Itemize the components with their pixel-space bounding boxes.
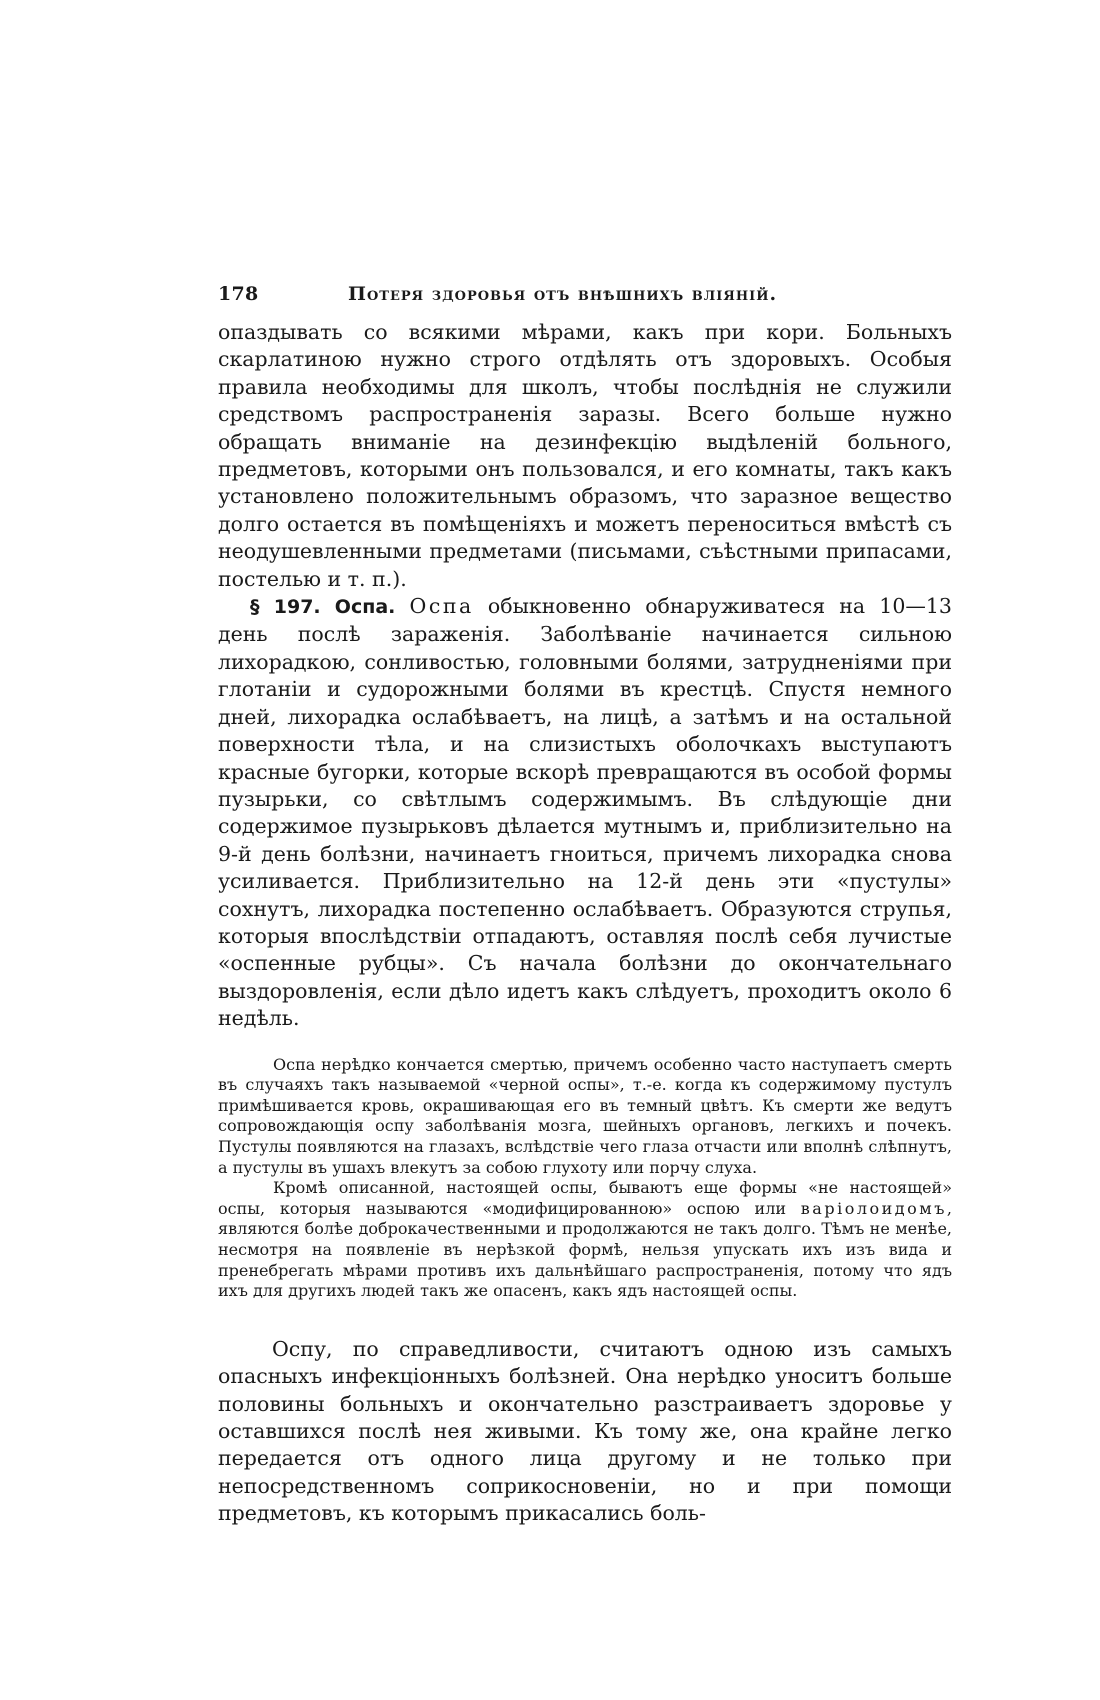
- paragraph-dangerous-disease: Оспу, по справедливости, считаютъ одною изъ самыхъ опасныхъ инфекціонныхъ болѣзней. Она нерѣдко уноситъ больше половины больныхъ и окончательно разстраиваетъ здоровье у оставшихся послѣ нея живыми. Къ тому же, она крайне легко передается отъ одного лица другому и не только при непосредственномъ соприкосновеніи, но и при помощи предметовъ, къ которымъ прикасались боль-: [218, 1336, 952, 1526]
- section-number: § 197.: [250, 596, 321, 619]
- small-print-paragraph-1: Оспа нерѣдко кончается смертью, причемъ особенно часто наступаетъ смерть въ случаяхъ такъ называемой «черной оспы», т.-е. когда къ содержимому пустулъ примѣшивается кровь, окрашивающая его въ темный цвѣтъ. Къ смерти же ведутъ сопровождающія оспу заболѣванія мозга, шейныхъ органовъ, легкихъ и почекъ. Пустулы появляются на глазахъ, вслѣдствіе чего глаза отчасти или вполнѣ слѣпнутъ, а пустулы въ ушахъ влекутъ за собою глухоту или порчу слуха.: [218, 1054, 952, 1177]
- small-print-block: [218, 1055, 952, 1302]
- page-number: 178: [218, 283, 259, 305]
- continuation-text: [218, 1336, 952, 1528]
- running-header: [218, 283, 952, 305]
- spaced-term: Оспа: [409, 594, 474, 619]
- paragraph-scarlet-fever: опаздывать со всякими мѣрами, какъ при кори. Больныхъ скарлатиною нужно строго отдѣлять отъ здоровыхъ. Особыя правила необходимы для школъ, чтобы послѣднія не служили средствомъ распространенія заразы. Всего больше нужно обращать вниманіе на дезинфекцію выдѣленій больного, предметовъ, которыми онъ пользовался, и его комнаты, такъ какъ установлено положительнымъ образомъ, что заразное вещество долго остается въ помѣщеніяхъ и можетъ переноситься вмѣстѣ съ неодушевленными предметами (письмами, съѣстными припасами, постелью и т. п.).: [218, 320, 952, 591]
- paragraph-smallpox-text: обыкновенно обнаруживатеся на 10—13 день послѣ зараженія. Заболѣваніе начинается сильною лихорадкою, сонливостью, головными болями, затрудненіями при глотаніи и судорожными болями въ крестцѣ. Спустя немного дней, лихорадка ослабѣваетъ, на лицѣ, а затѣмъ и на остальной поверхности тѣла, и на слизистыхъ оболочкахъ выступаютъ красные бугорки, которые вскорѣ превращаются въ особой формы пузырьки, со свѣтлымъ содержимымъ. Въ слѣдующіе дни содержимое пузырьковъ дѣлается мутнымъ и, приблизительно на 9-й день болѣзни, начинаетъ гноиться, причемъ лихорадка снова усиливается. Приблизительно на 12-й день эти «пустулы» сохнутъ, лихорадка постепенно ослабѣваетъ. Образуются струпья, которыя впослѣдствіи отпадаютъ, оставляя послѣ себя лучистые «оспенные рубцы». Съ начала болѣзни до окончательнаго выздоровленія, если дѣло идетъ какъ слѣдуетъ, проходитъ около 6 недѣль.: [218, 594, 952, 1031]
- small-print-paragraph-2-end: , являются болѣе доброкачественными и продолжаются не такъ долго. Тѣмъ не менѣе, несмотря на появленіе въ нерѣзкой формѣ, нельзя упускать ихъ изъ вида и пренебрегать мѣрами противъ ихъ дальнѣйшаго распространенія, потому что ядъ ихъ для другихъ людей такъ же опасенъ, какъ ядъ настоящей оспы.: [218, 1198, 952, 1301]
- paragraph-smallpox: [218, 593, 952, 1033]
- small-print-paragraph-2: [218, 1178, 952, 1302]
- book-page: [218, 283, 952, 1528]
- main-text: [218, 319, 952, 1033]
- small-print-paragraph-2-start: Кромѣ описанной, настоящей оспы, бываютъ еще формы «не настоящей» оспы, которыя называются «модифицированною» оспою или: [218, 1178, 952, 1218]
- section-title: Оспа.: [334, 596, 396, 619]
- spaced-term-varioloid: варіолоидомъ: [800, 1198, 947, 1218]
- running-title: Потеря здоровья отъ внѣшнихъ вліяній.: [348, 283, 778, 305]
